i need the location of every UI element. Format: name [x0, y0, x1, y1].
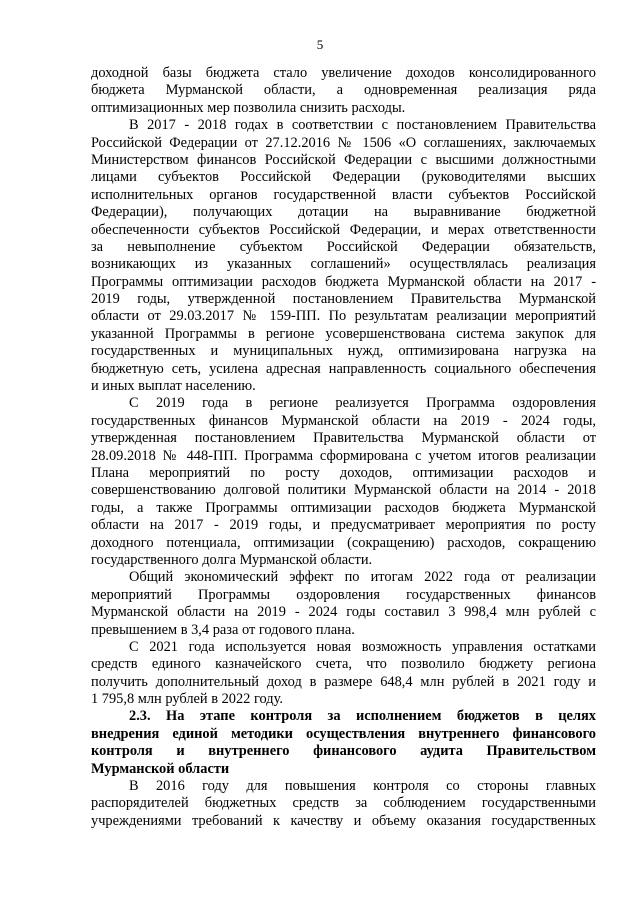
text-line: обеспеченности субъектов Российской Федерации, и мерах ответственности	[91, 221, 596, 238]
text-line: В 2017 - 2018 годах в соответствии с постановлением Правительства	[129, 117, 596, 134]
text-line: доходной базы бюджета стало увеличение доходов консолидированного	[91, 65, 596, 81]
paragraph	[91, 639, 596, 709]
text-line: за невыполнение субъектом Российской Федерации обязательств,	[91, 238, 596, 255]
paragraph	[91, 778, 596, 830]
text-line: области на 2017 - 2019 годы, и предусматривает мероприятия по росту	[91, 517, 596, 534]
text-line: исполнительных органов государственной власти субъектов Российской	[91, 186, 596, 203]
text-line: возникающих из указанных соглашений» осуществлялась реализация	[91, 256, 596, 273]
text-line: учреждениями требований к качеству и объему оказания государственных	[91, 812, 596, 829]
text-line: Мурманской области на 2019 - 2024 годы составил 3 998,4 млн рублей с	[91, 604, 596, 621]
text-line: 28.09.2018 № 448-ПП. Программа сформирована с учетом итогов реализации	[91, 447, 596, 464]
text-line: и иных выплат населению.	[91, 378, 256, 395]
text-line: Российской Федерации от 27.12.2016 № 1506 «О соглашениях, заключаемых	[91, 134, 596, 151]
text-line: Общий экономический эффект по итогам 2022 года от реализации	[129, 569, 596, 586]
section-heading	[91, 708, 596, 778]
text-line: Программы оптимизации расходов бюджета Мурманской области на 2017 -	[91, 273, 596, 290]
text-line: государственных финансов Мурманской области на 2019 - 2024 годы,	[91, 412, 596, 429]
text-line: С 2021 года используется новая возможность управления остатками	[129, 638, 596, 655]
text-line: С 2019 года в регионе реализуется Программа оздоровления	[129, 395, 596, 412]
text-line: совершенствованию долговой политики Мурманской области на 2014 - 2018	[91, 482, 596, 499]
text-line: Министерством финансов Российской Федерации с высшими должностными	[91, 151, 596, 168]
text-line: лицами субъектов Российской Федерации (руководителями высших	[91, 169, 596, 186]
text-line: доходного потенциала, оптимизации (сокращению) расходов, сокращению	[91, 534, 596, 551]
text-line: утвержденная постановлением Правительства Мурманской области от	[91, 430, 596, 447]
text-line: государственного долга Мурманской области.	[91, 551, 373, 568]
text-line: мероприятий Программы оздоровления государственных финансов	[91, 586, 596, 603]
text-line: внедрения единой методики осуществления внутреннего финансового	[91, 725, 596, 742]
paragraph	[91, 395, 596, 569]
text-line: контроля и внутреннего финансового аудита Правительством	[91, 743, 596, 760]
text-line: государственных и муниципальных нужд, оптимизирована нагрузка на	[91, 343, 596, 360]
text-line: В 2016 году для повышения контроля со стороны главных	[129, 778, 596, 795]
text-line: годы, а также Программы оптимизации расходов бюджета Мурманской	[91, 499, 596, 516]
paragraph	[91, 569, 596, 639]
page-number: 5	[316, 37, 324, 52]
text-line: 2019 годы, утвержденной постановлением Правительства Мурманской	[91, 291, 596, 308]
text-line: Мурманской области	[91, 760, 230, 777]
paragraph	[91, 117, 596, 395]
text-line: 2.3. На этапе контроля за исполнением бюджетов в целях	[129, 708, 596, 725]
text-line: превышением в 3,4 раза от годового плана.	[91, 621, 355, 638]
paragraph	[91, 65, 596, 117]
text-line: распорядителей бюджетных средств за соблюдением государственными	[91, 795, 596, 812]
text-line: оптимизационных мер позволила снизить расходы.	[91, 99, 406, 116]
document-body	[91, 65, 596, 830]
text-line: бюджета Мурманской области, а одновременная реализация ряда	[91, 82, 596, 99]
text-line: Федерации), получающих дотации на выравнивание бюджетной	[91, 204, 596, 221]
text-line: указанной Программы в регионе усовершенствована система закупок для	[91, 325, 596, 342]
text-line: средств единого казначейского счета, что позволило бюджету региона	[91, 656, 596, 673]
text-line: области от 29.03.2017 № 159-ПП. По результатам реализации мероприятий	[91, 308, 596, 325]
text-line: бюджетную сеть, усилена адресная направленность социального обеспечения	[91, 360, 596, 377]
text-line: Плана мероприятий по росту доходов, оптимизации расходов и	[91, 464, 596, 481]
text-line: получить дополнительный доход в размере 648,4 млн рублей в 2021 году и	[91, 673, 596, 690]
text-line: 1 795,8 млн рублей в 2022 году.	[91, 691, 283, 708]
